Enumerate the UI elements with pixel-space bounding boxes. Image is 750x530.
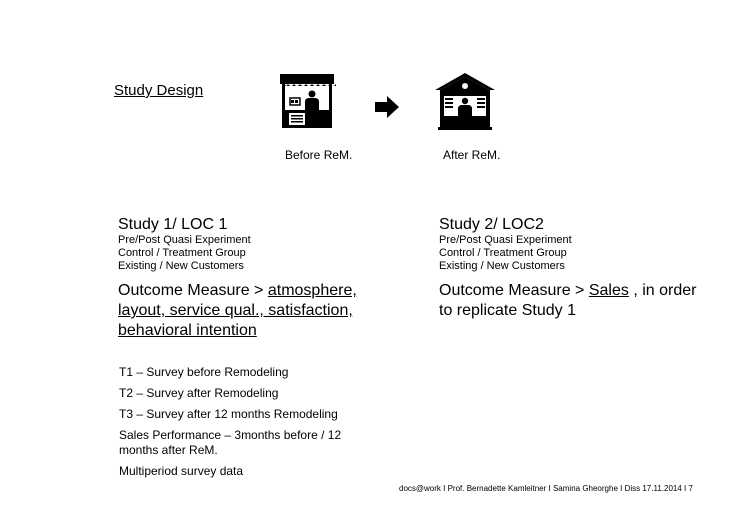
caption-after: After ReM. xyxy=(443,148,501,162)
study1-outcome-measure xyxy=(118,281,388,341)
timeline-item: T1 – Survey before Remodeling xyxy=(119,365,289,379)
timeline-list xyxy=(119,365,379,485)
study2-measure-suffix: , in order to replicate Study 1 xyxy=(439,282,697,319)
slide-title: Study Design xyxy=(114,82,204,99)
timeline-item: T3 – Survey after 12 months Remodeling xyxy=(119,407,338,421)
study1-heading: Study 1/ LOC 1 xyxy=(118,216,228,233)
right-arrow-icon xyxy=(374,95,400,119)
study2-block xyxy=(439,216,699,321)
study1-measure-prefix: Outcome Measure > xyxy=(118,282,268,299)
study2-detail: Pre/Post Quasi Experiment xyxy=(439,234,572,246)
study2-detail: Control / Treatment Group xyxy=(439,247,567,259)
study1-detail: Pre/Post Quasi Experiment xyxy=(118,234,251,246)
timeline-item: T2 – Survey after Remodeling xyxy=(119,386,279,400)
study1-block xyxy=(118,216,388,341)
study2-measure-item: Sales xyxy=(588,282,629,299)
timeline-item: Sales Performance – 3months before / 12 months after ReM. xyxy=(119,428,342,457)
study1-detail: Control / Treatment Group xyxy=(118,247,246,259)
footer-credits: docs@work I Prof. Bernadette Kamleitner I Samina Gheorghe I Diss 17.11.2014 I 7 xyxy=(399,484,693,493)
market-stall-icon xyxy=(278,72,336,130)
study2-detail: Existing / New Customers xyxy=(439,260,565,272)
study1-measure-items: atmosphere, layout, service qual., satisfaction, behavioral intention xyxy=(118,282,357,339)
study2-heading: Study 2/ LOC2 xyxy=(439,216,544,233)
study2-measure-prefix: Outcome Measure > xyxy=(439,282,589,299)
study2-outcome-measure xyxy=(439,281,699,321)
caption-before: Before ReM. xyxy=(285,148,353,162)
timeline-item: Multiperiod survey data xyxy=(119,464,244,478)
shop-building-icon xyxy=(434,72,496,130)
study1-detail: Existing / New Customers xyxy=(118,260,244,272)
